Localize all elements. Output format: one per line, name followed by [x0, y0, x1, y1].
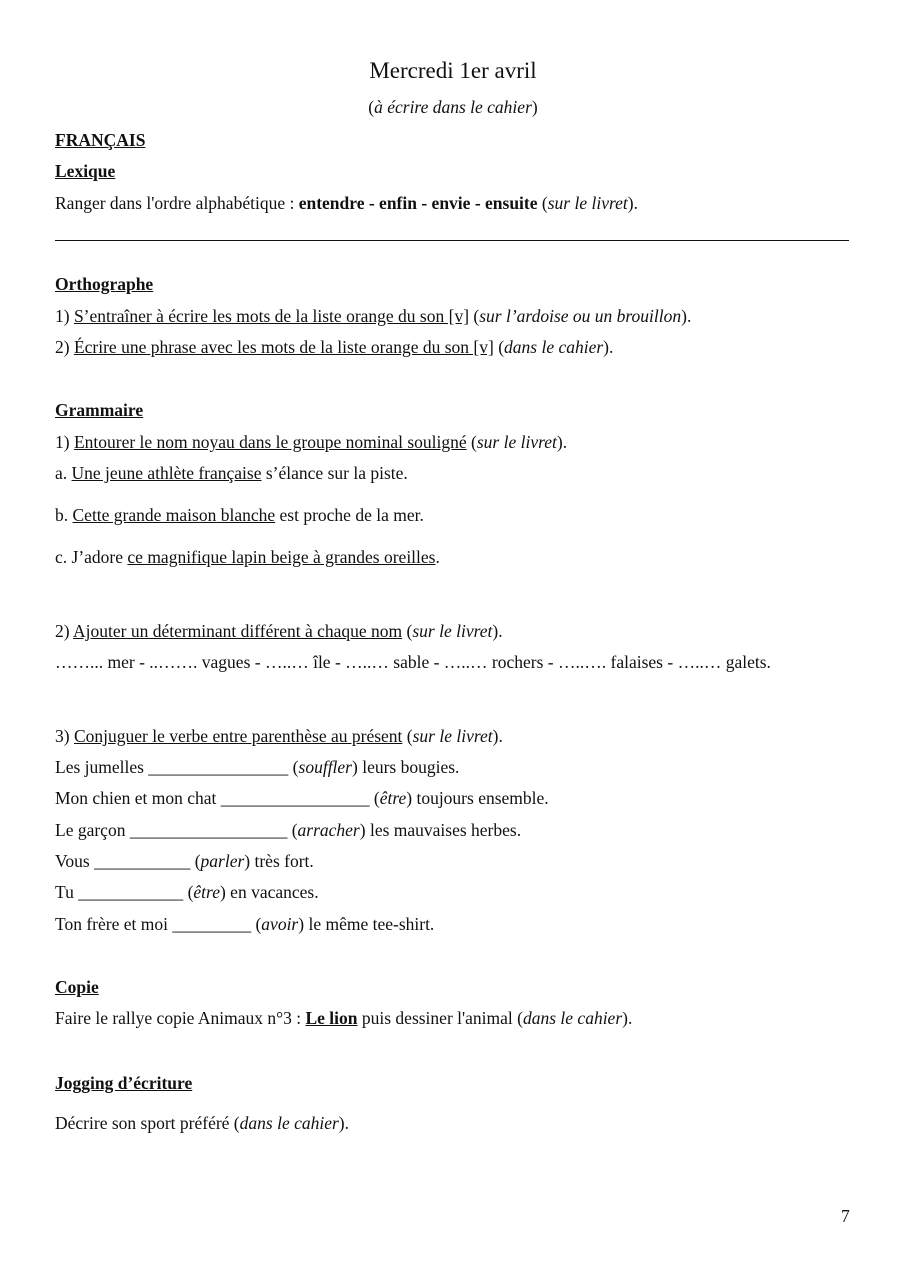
item-number: 1)	[55, 432, 74, 452]
determinant-line: ……... mer - ..……. vagues - …..… île - …..… sable - …..… rochers - …..…. falaises - …..… galets.	[55, 652, 771, 672]
page-subtitle: (à écrire dans le cahier)	[368, 97, 538, 117]
conj-verb: avoir	[261, 914, 299, 934]
lexique-instruction: Ranger dans l'ordre alphabétique : entendre - enfin - envie - ensuite (sur le livret).	[55, 193, 638, 213]
sentence-c-gn: ce magnifique lapin beige à grandes oreilles	[127, 547, 436, 567]
grammaire-ex-1-where: sur le livret	[476, 432, 557, 452]
conj-line	[55, 757, 459, 777]
conj-start: Ton frère et moi _________ (	[55, 914, 262, 934]
jogging-where: dans le cahier	[239, 1113, 339, 1133]
orthographe-heading: Orthographe	[55, 274, 154, 294]
item-number: 1)	[55, 306, 74, 326]
conj-line	[55, 820, 521, 840]
copie-text-start: Faire le rallye copie Animaux n°3 :	[55, 1008, 306, 1028]
grammaire-heading: Grammaire	[55, 400, 144, 420]
sentence-c-rest: .	[435, 547, 440, 567]
orthographe-item-2-where: dans le cahier	[504, 337, 604, 357]
grammaire-ex-2: 2) Ajouter un déterminant différent à chaque nom (sur le livret).	[55, 621, 503, 641]
item-number: 2)	[55, 337, 74, 357]
copie-heading: Copie	[55, 977, 99, 997]
grammaire-ex-2-task: Ajouter un déterminant différent à chaque nom	[73, 621, 403, 641]
conj-line	[55, 914, 434, 934]
conj-end: ) très fort.	[244, 851, 314, 871]
jogging-text-start: Décrire son sport préféré (	[55, 1113, 240, 1133]
grammaire-ex-1: 1) Entourer le nom noyau dans le groupe nominal souligné (sur le livret).	[55, 432, 568, 452]
conj-line	[55, 788, 549, 808]
conj-verb: parler	[200, 851, 245, 871]
sentence-label: b.	[55, 505, 73, 525]
grammaire-sentence-c	[55, 547, 440, 567]
item-number: 3)	[55, 726, 74, 746]
sentence-a-rest: s’élance sur la piste.	[261, 463, 408, 483]
orthographe-item-1-where: sur l’ardoise ou un brouillon	[479, 306, 682, 326]
grammaire-sentence-a	[55, 463, 408, 483]
divider-line	[55, 240, 849, 241]
sentence-a-gn: Une jeune athlète française	[71, 463, 262, 483]
conj-verb: être	[193, 882, 220, 902]
lexique-where: sur le livret	[547, 193, 628, 213]
orthographe-item-2: 2) Écrire une phrase avec les mots de la liste orange du son [v] (dans le cahier).	[55, 337, 614, 357]
item-number: 2)	[55, 621, 73, 641]
orthographe-item-2-task: Écrire une phrase avec les mots de la liste orange du son [v]	[73, 337, 494, 357]
conj-end: ) toujours ensemble.	[406, 788, 549, 808]
subtitle-text: à écrire dans le cahier	[374, 97, 532, 117]
copie-text	[55, 1008, 632, 1028]
copie-where: dans le cahier	[522, 1008, 623, 1028]
conj-end: ) en vacances.	[219, 882, 319, 902]
copie-text-mid: puis dessiner l'animal (	[357, 1008, 523, 1028]
sentence-b-gn: Cette grande maison blanche	[72, 505, 276, 525]
sentence-label: a.	[55, 463, 72, 483]
conj-verb: souffler	[298, 757, 352, 777]
conj-start: Tu ____________ (	[55, 882, 194, 902]
jogging-text	[55, 1113, 349, 1133]
copie-title: Le lion	[305, 1008, 358, 1028]
conj-start: Les jumelles ________________ (	[55, 757, 299, 777]
conj-end: ) les mauvaises herbes.	[359, 820, 522, 840]
jogging-text-end: ).	[338, 1113, 349, 1133]
lexique-instruction-text: Ranger dans l'ordre alphabétique :	[55, 193, 299, 213]
conj-start: Le garçon __________________ (	[55, 820, 298, 840]
conj-line	[55, 882, 319, 902]
page-title: Mercredi 1er avril	[369, 58, 537, 83]
conj-end: ) le même tee-shirt.	[298, 914, 435, 934]
subject-heading: FRANÇAIS	[55, 130, 146, 150]
grammaire-ex-3-task: Conjuguer le verbe entre parenthèse au présent	[73, 726, 403, 746]
conj-line	[55, 851, 314, 871]
sentence-b-rest: est proche de la mer.	[275, 505, 424, 525]
grammaire-ex-3: 3) Conjuguer le verbe entre parenthèse au présent (sur le livret).	[55, 726, 503, 746]
conj-verb: être	[379, 788, 407, 808]
lexique-words: entendre - enfin - envie - ensuite	[298, 193, 538, 213]
grammaire-ex-2-where: sur le livret	[412, 621, 493, 641]
conj-end: ) leurs bougies.	[352, 757, 460, 777]
conj-start: Vous ___________ (	[55, 851, 201, 871]
conj-verb: arracher	[297, 820, 360, 840]
jogging-heading: Jogging d’écriture	[55, 1073, 193, 1093]
sentence-label: c. J’adore	[55, 547, 128, 567]
copie-text-end: ).	[622, 1008, 633, 1028]
page-number: 7	[841, 1206, 850, 1226]
grammaire-ex-3-where: sur le livret	[412, 726, 493, 746]
lexique-heading: Lexique	[55, 161, 116, 181]
orthographe-item-1: 1) S’entraîner à écrire les mots de la liste orange du son [v] (sur l’ardoise ou un brouillon).	[55, 306, 692, 326]
grammaire-ex-1-task: Entourer le nom noyau dans le groupe nominal souligné	[73, 432, 467, 452]
conj-start: Mon chien et mon chat _________________ (	[55, 788, 380, 808]
orthographe-item-1-task: S’entraîner à écrire les mots de la liste orange du son [v]	[73, 306, 470, 326]
grammaire-sentence-b	[55, 505, 424, 525]
